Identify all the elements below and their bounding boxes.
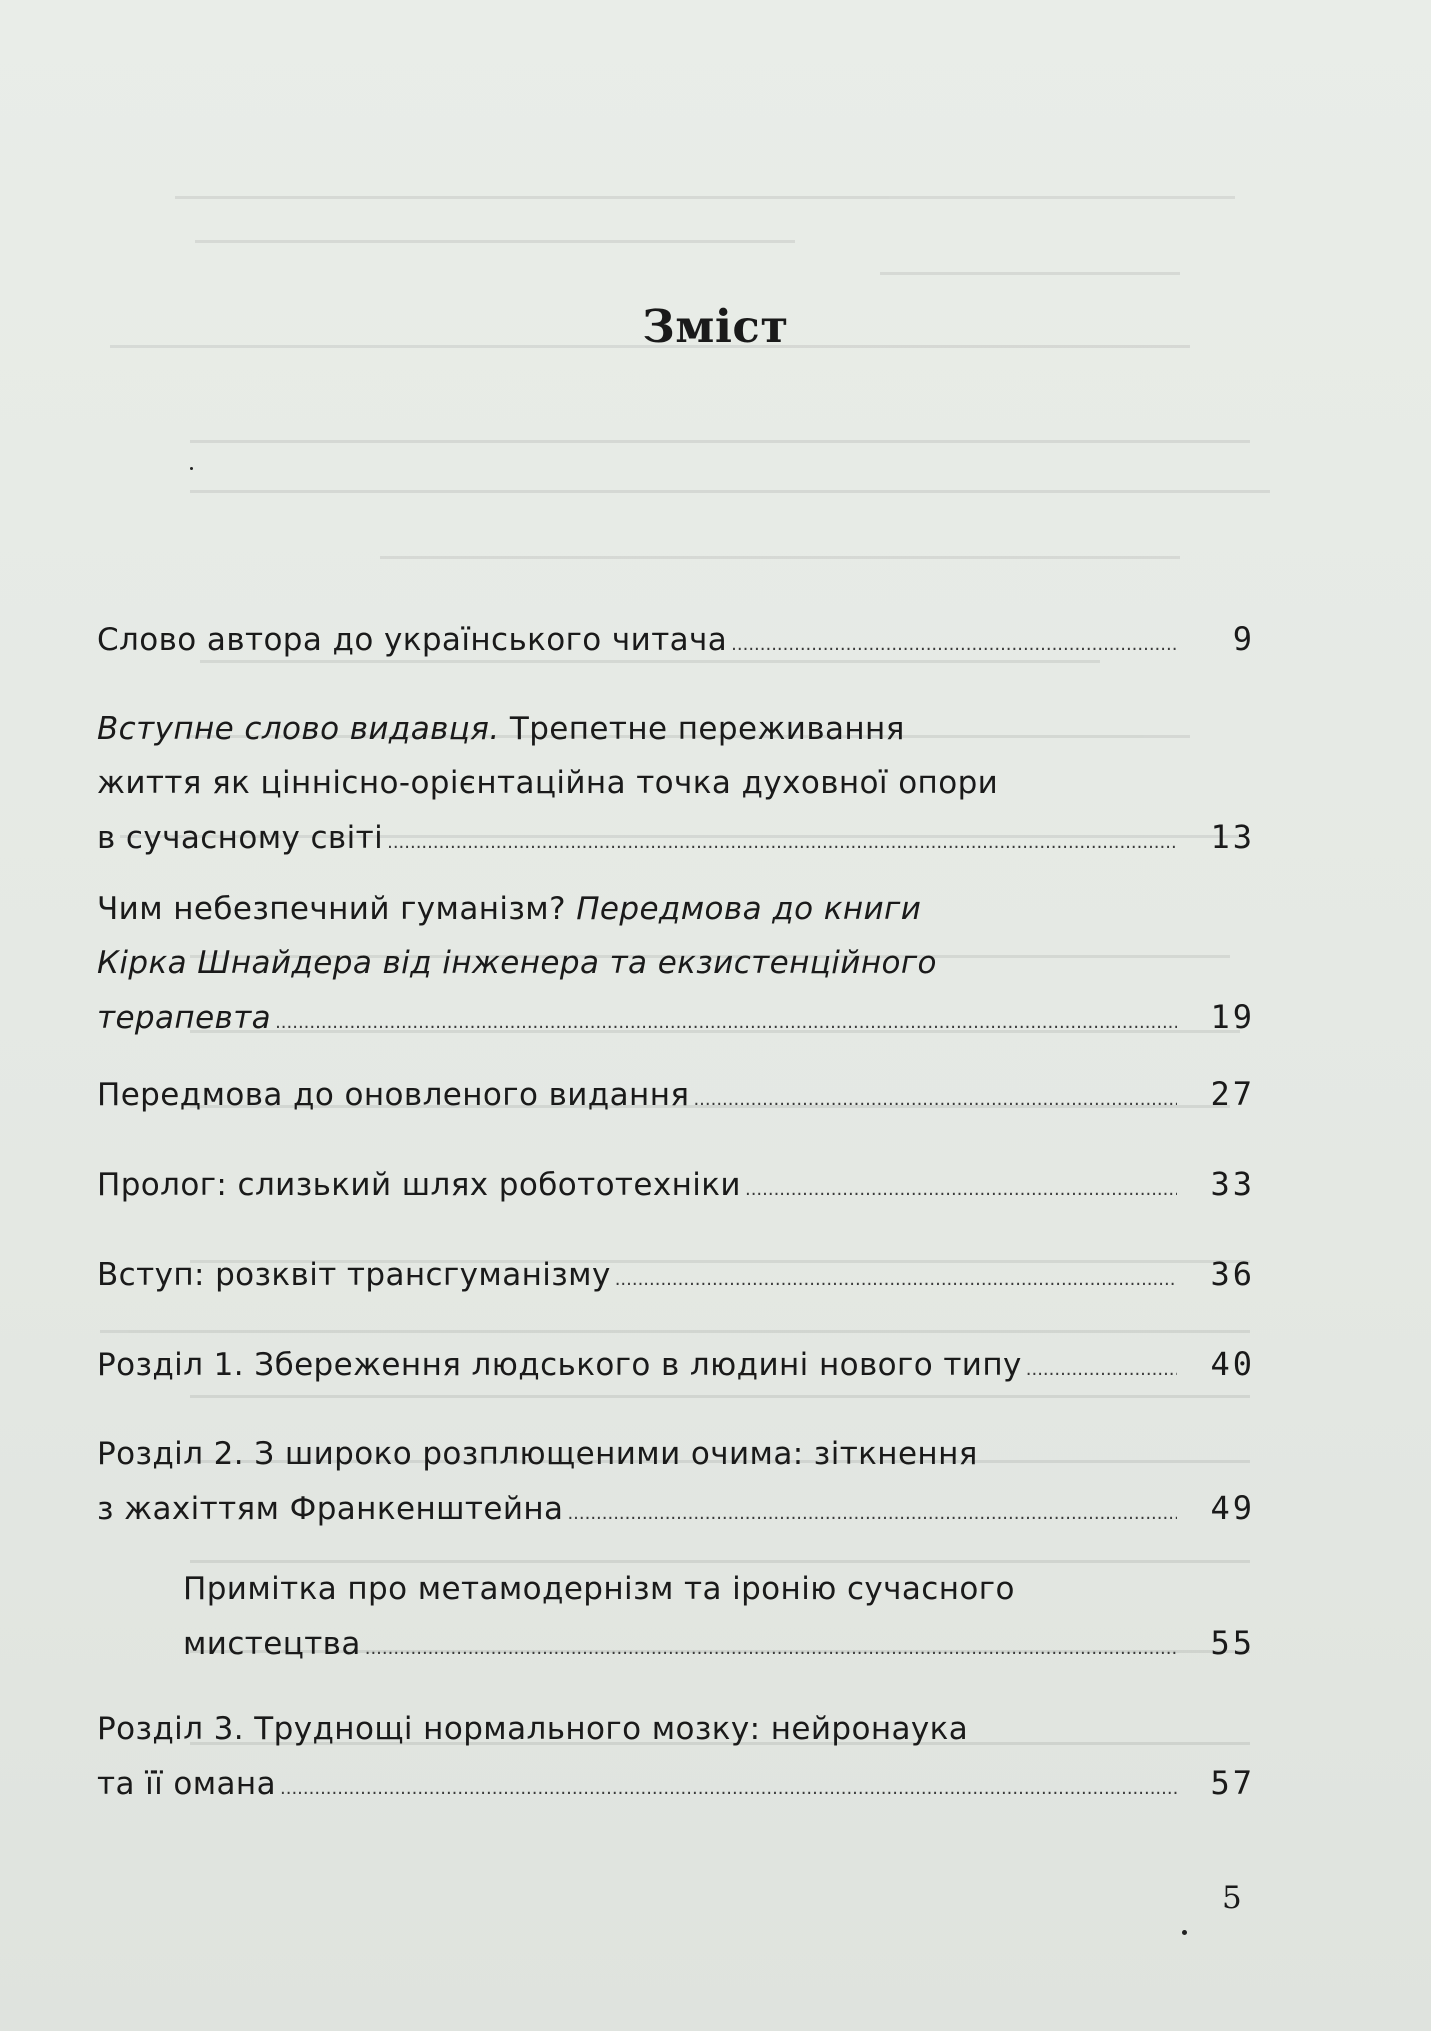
toc-entry-segment: Чим небезпечний гуманізм? [97, 891, 577, 927]
toc-entry-segment: Вступне слово видавця. [97, 711, 500, 747]
toc-entry-segment: Розділ 1. Збереження людського в людині нового типу [97, 1347, 1022, 1383]
toc-entry-line [97, 1427, 1255, 1481]
toc-entry-line [97, 882, 1255, 936]
toc-entry-text [97, 613, 727, 667]
toc-page-number: 13 [1210, 818, 1255, 856]
toc-entry [97, 1702, 1255, 1816]
toc-entry-segment: життя як ціннісно-орієнтаційна точка духовної опори [97, 765, 999, 801]
toc-page-number: 49 [1210, 1489, 1255, 1527]
toc-entry-text [97, 1338, 1022, 1392]
paper-speck [1182, 1930, 1187, 1935]
toc-entry-text [183, 1617, 361, 1671]
toc-entry-line [97, 810, 1255, 870]
toc-entry-segment: Передмова до оновленого видання [97, 1077, 690, 1113]
toc-entry-segment: Слово автора до українського читача [97, 622, 728, 658]
toc-page-number: 19 [1210, 998, 1255, 1036]
toc-entry-segment: та її омана [97, 1766, 277, 1802]
toc-entry-segment: Розділ 2. З широко розплющеними очима: зіткнення [97, 1436, 978, 1472]
toc-entry-text [97, 991, 271, 1045]
toc-page-number: 27 [1210, 1075, 1255, 1113]
toc-entry-text [97, 1482, 563, 1536]
toc-entry-line [97, 612, 1255, 672]
toc-entry-segment: Вступ: розквіт трансгуманізму [97, 1257, 611, 1293]
dot-leader [615, 1253, 1177, 1307]
page-title: Зміст [642, 300, 789, 353]
toc-entry-segment: Передмова до книги [576, 891, 922, 927]
toc-entry-text [97, 1757, 276, 1811]
dot-leader [731, 618, 1177, 672]
dot-leader [387, 816, 1177, 870]
toc-entry [97, 702, 1255, 870]
dot-leader [365, 1622, 1177, 1676]
toc-entry-line [97, 1481, 1255, 1541]
toc-entry-segment: з жахіттям Франкенштейна [97, 1491, 564, 1527]
toc-entry-text [97, 1158, 741, 1212]
toc-entry-line [97, 1337, 1255, 1397]
toc-entry [97, 882, 1255, 1050]
toc-entry-line [97, 1756, 1255, 1816]
toc-entry-segment: Трепетне переживання [499, 711, 905, 747]
toc-entry-line [97, 990, 1255, 1050]
toc-entry-segment: терапевта [97, 1000, 272, 1036]
toc-entry-text [97, 1248, 611, 1302]
toc-page-number: 33 [1210, 1165, 1255, 1203]
toc-page-number: 55 [1210, 1624, 1255, 1662]
dot-leader [567, 1487, 1177, 1541]
toc-entry [97, 1337, 1255, 1397]
toc-entry-line [97, 702, 1255, 756]
toc-entry-line [183, 1562, 1255, 1616]
toc-entry-line [97, 1157, 1255, 1217]
toc-page-number: 36 [1210, 1255, 1255, 1293]
toc-entry-segment: Примітка про метамодернізм та іронію сучасного [183, 1571, 1015, 1607]
toc-entry-text [97, 811, 383, 865]
toc-entry [97, 1157, 1255, 1217]
page-number: 5 [1222, 1880, 1242, 1916]
toc-page-number: 9 [1232, 620, 1255, 658]
toc-entry-segment: Пролог: слизький шлях робототехніки [97, 1167, 741, 1203]
toc-page-number: 57 [1210, 1764, 1255, 1802]
toc-entry-segment: в сучасному світі [97, 820, 384, 856]
toc-entry-text [97, 1068, 689, 1122]
toc-entry-line [97, 1067, 1255, 1127]
dot-leader [745, 1163, 1177, 1217]
toc-entry-segment: Кірка Шнайдера від інженера та екзистенційного [97, 945, 937, 981]
toc-entry [183, 1562, 1255, 1676]
toc-entry-line [97, 1702, 1255, 1756]
toc-entry [97, 612, 1255, 672]
dot-leader [693, 1073, 1177, 1127]
dot-leader [280, 1762, 1177, 1816]
toc-entry-line [97, 756, 1255, 810]
toc-page-number: 40 [1210, 1345, 1255, 1383]
toc-entry [97, 1247, 1255, 1307]
toc-entry-line [97, 936, 1255, 990]
paper-speck [190, 467, 193, 470]
toc-entry [97, 1067, 1255, 1127]
toc-entry-segment: Розділ 3. Труднощі нормального мозку: нейронаука [97, 1711, 969, 1747]
dot-leader [275, 996, 1177, 1050]
toc-entry-line [97, 1247, 1255, 1307]
toc-entry-line [183, 1616, 1255, 1676]
dot-leader [1026, 1343, 1177, 1397]
toc-entry [97, 1427, 1255, 1541]
toc-entry-segment: мистецтва [183, 1626, 361, 1662]
